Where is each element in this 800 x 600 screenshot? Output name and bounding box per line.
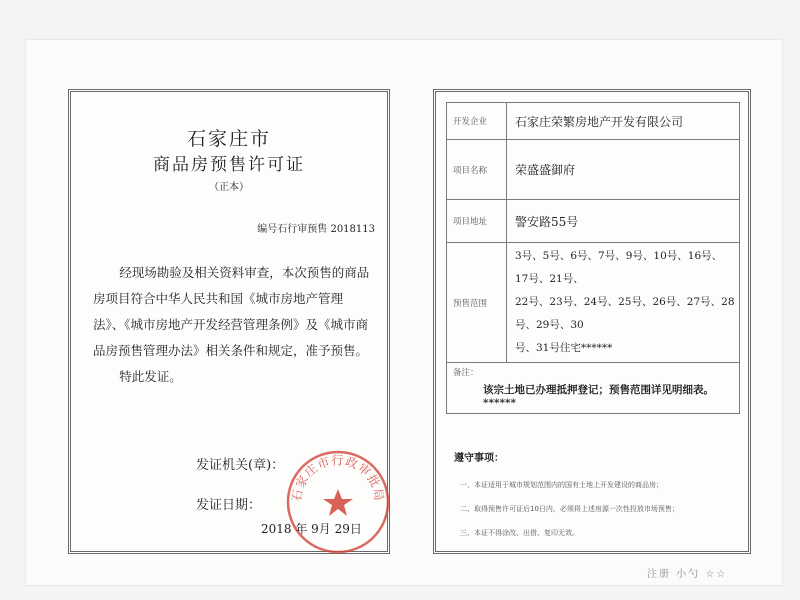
remarks-label: 备注： [453, 368, 479, 378]
remarks-cell [447, 363, 740, 414]
developer-label: 开发企业 [447, 103, 507, 140]
project-address-label: 项目地址 [447, 200, 507, 243]
presale-range-line: 号、31号住宅****** [515, 342, 613, 354]
issue-date-value: 2018 年 9月 29日 [261, 522, 362, 536]
developer-value: 石家庄荣繁房地产开发有限公司 [507, 103, 740, 140]
table-row [447, 103, 740, 140]
table-row [447, 243, 740, 363]
presale-range-line: 3号、5号、6号、7号、9号、10号、16号、17号、21号、 [515, 250, 723, 285]
certificate-city: 石家庄市 [186, 128, 271, 150]
certificate-paragraph-closing: 特此发证。 [119, 369, 182, 384]
presale-range-value [507, 243, 740, 363]
note-item: 一、本证适用于城市规划范围内的国有土地上开发建设的商品房； [460, 481, 663, 489]
presale-range-line: 22号、23号、24号、25号、26号、27号、28号、29号、30 [515, 296, 735, 331]
table-row [447, 363, 740, 414]
certificate-paragraph-approval: 经现场勘验及相关资料审查，本次预售的商品房项目符合中华人民共和国《城市房地产管理法》、《城市房地产开发经营管理条例》及《城市商品房预售管理办法》相关条件和规定，准予预售。 [93, 265, 370, 358]
note-item: 二、取得预售许可证后10日内，必须将上述房源一次性投放市场预售； [460, 505, 679, 513]
table-row [447, 140, 740, 200]
project-name-value: 荣盛盛御府 [507, 140, 740, 200]
official-seal-icon [283, 447, 393, 557]
certificate-body [93, 260, 371, 390]
remarks-value: 该宗土地已办理抵押登记；预售范围详见明细表。****** [483, 384, 714, 409]
table-row [447, 200, 740, 243]
note-item: 三、本证不得涂改、出借、复印无效。 [460, 529, 579, 537]
certificate-title: 商品房预售许可证 [153, 155, 305, 175]
project-name-label: 项目名称 [447, 140, 507, 200]
notes-title: 遵守事项： [454, 453, 504, 464]
issue-date-label: 发证日期： [196, 498, 262, 513]
presale-range-label: 预售范围 [447, 243, 507, 363]
project-address-value: 警安路55号 [507, 200, 740, 243]
footer-watermark: 注册 小勺 ☆☆ [647, 569, 728, 580]
issuer-label: 发证机关(章)： [196, 458, 285, 473]
project-info-table [446, 102, 740, 414]
seal-text: 石家庄市行政审批局 [289, 453, 387, 503]
certificate-copy-type: （正本） [209, 182, 249, 193]
certificate-front-panel [68, 89, 390, 554]
certificate-details-panel [433, 89, 751, 554]
certificate-serial-number: 编号石行审预售 2018113 [257, 224, 375, 235]
